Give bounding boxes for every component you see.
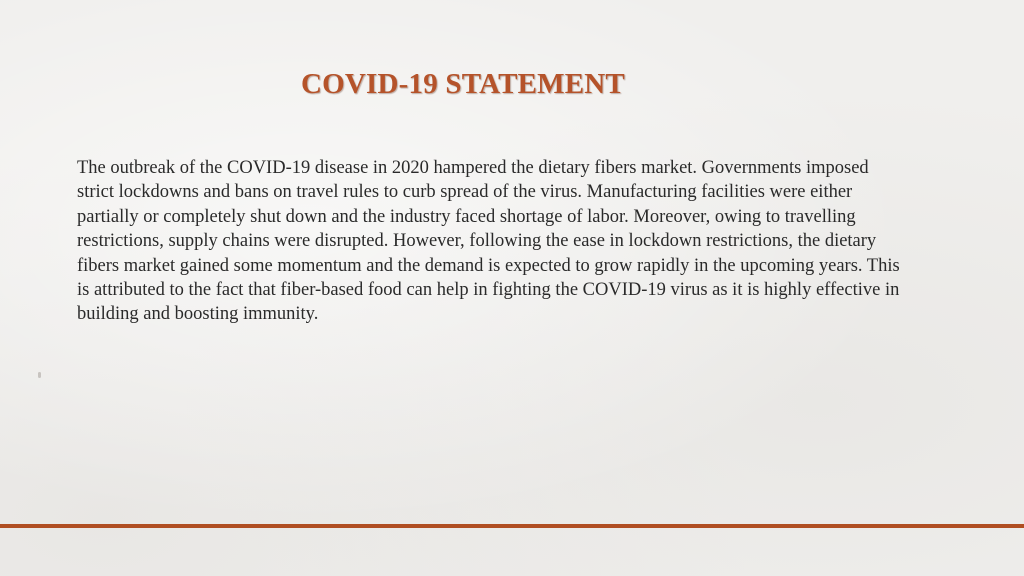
footer-rule — [0, 524, 1024, 528]
slide-title: COVID-19 STATEMENT — [301, 68, 625, 100]
slide-body-text: The outbreak of the COVID-19 disease in 2020 hampered the dietary fibers market. Governments imposed strict lockdowns and bans on travel rules to curb spread of the virus. Manufacturing facilities were either partially or completely shut down and the industry faced shortage of labor. Moreover, owing to travelling restrictions, supply chains were disrupted. However, following the ease in lockdown restrictions, the dietary fibers market gained some momentum and the demand is expected to grow rapidly in the upcoming years. This is attributed to the fact that fiber-based food can help in fighting the COVID-19 virus as it is highly effective in building and boosting immunity. — [77, 158, 900, 325]
background-speck — [38, 372, 41, 378]
